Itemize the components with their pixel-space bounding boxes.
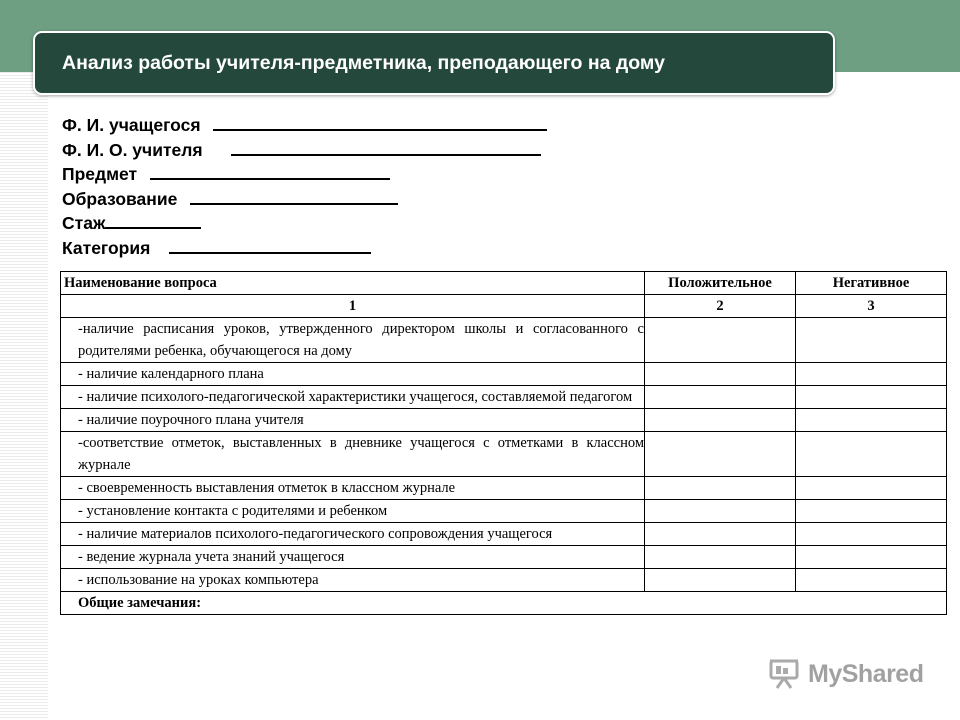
- fill-in-blank[interactable]: [105, 212, 201, 229]
- negative-cell[interactable]: [796, 569, 947, 592]
- negative-cell[interactable]: [796, 386, 947, 409]
- field-label: Ф. И. учащегося: [62, 115, 201, 135]
- negative-cell[interactable]: [796, 363, 947, 386]
- negative-cell[interactable]: [796, 546, 947, 569]
- question-text: -наличие расписания уроков, утвержденного директором школы и согласованного с родителями ребенка, обучающегося на дому: [61, 318, 645, 363]
- positive-cell[interactable]: [645, 386, 796, 409]
- table-row: [61, 409, 947, 432]
- field-label: Стаж: [62, 213, 106, 233]
- column-number: 2: [645, 295, 796, 318]
- question-text: - установление контакта с родителями и ребенком: [61, 500, 645, 523]
- field-label: Предмет: [62, 164, 138, 184]
- positive-cell[interactable]: [645, 363, 796, 386]
- negative-cell[interactable]: [796, 318, 947, 363]
- fill-in-blank[interactable]: [231, 139, 541, 156]
- table-row: [61, 523, 947, 546]
- form-fields: [62, 113, 622, 260]
- positive-cell[interactable]: [645, 546, 796, 569]
- question-text: - своевременность выставления отметок в классном журнале: [61, 477, 645, 500]
- fill-in-blank[interactable]: [190, 188, 398, 205]
- field-category: [62, 236, 622, 261]
- negative-cell[interactable]: [796, 409, 947, 432]
- table-row: [61, 477, 947, 500]
- question-text: - ведение журнала учета знаний учащегося: [61, 546, 645, 569]
- field-label: Категория: [62, 237, 151, 258]
- negative-cell[interactable]: [796, 432, 947, 477]
- column-number: 3: [796, 295, 947, 318]
- question-text: -соответствие отметок, выставленных в дневнике учащегося с отметками в классном журнале: [61, 432, 645, 477]
- field-label: Образование: [62, 188, 178, 209]
- page-title: Анализ работы учителя-предметника, преподающего на дому: [62, 51, 665, 74]
- table-row: [61, 546, 947, 569]
- fill-in-blank[interactable]: [169, 237, 371, 254]
- table-row: [61, 386, 947, 409]
- field-student-name: [62, 113, 622, 138]
- positive-cell[interactable]: [645, 432, 796, 477]
- column-header-question: Наименование вопроса: [61, 272, 645, 295]
- fill-in-blank[interactable]: [150, 163, 390, 180]
- negative-cell[interactable]: [796, 477, 947, 500]
- left-stripe-decoration: [0, 72, 48, 720]
- positive-cell[interactable]: [645, 569, 796, 592]
- positive-cell[interactable]: [645, 477, 796, 500]
- table-header-row: [61, 272, 947, 295]
- general-remarks[interactable]: Общие замечания:: [61, 592, 947, 615]
- analysis-table: [60, 271, 947, 615]
- column-number: 1: [61, 295, 645, 318]
- table-row: [61, 363, 947, 386]
- table-row: [61, 432, 947, 477]
- field-subject: [62, 162, 622, 187]
- field-label: Ф. И. О. учителя: [62, 139, 203, 160]
- table-row: [61, 500, 947, 523]
- table-footer-row: [61, 592, 947, 615]
- title-banner: [33, 31, 835, 95]
- table-row: [61, 318, 947, 363]
- question-text: - наличие материалов психолого-педагогического сопровождения учащегося: [61, 523, 645, 546]
- field-education: [62, 187, 622, 212]
- negative-cell[interactable]: [796, 523, 947, 546]
- question-text: - использование на уроках компьютера: [61, 569, 645, 592]
- column-header-negative: Негативное: [796, 272, 947, 295]
- presentation-board-icon: [766, 656, 802, 692]
- fill-in-blank[interactable]: [213, 114, 547, 131]
- positive-cell[interactable]: [645, 409, 796, 432]
- watermark: [766, 656, 923, 692]
- question-text: - наличие календарного плана: [61, 363, 645, 386]
- watermark-text: MyShared: [808, 659, 924, 688]
- negative-cell[interactable]: [796, 500, 947, 523]
- positive-cell[interactable]: [645, 318, 796, 363]
- question-text: - наличие психолого-педагогической характеристики учащегося, составляемой педагогом: [61, 386, 645, 409]
- field-experience: [62, 211, 622, 236]
- positive-cell[interactable]: [645, 523, 796, 546]
- column-header-positive: Положительное: [645, 272, 796, 295]
- table-row: [61, 569, 947, 592]
- positive-cell[interactable]: [645, 500, 796, 523]
- question-text: - наличие поурочного плана учителя: [61, 409, 645, 432]
- field-teacher-name: [62, 138, 622, 163]
- table-number-row: [61, 295, 947, 318]
